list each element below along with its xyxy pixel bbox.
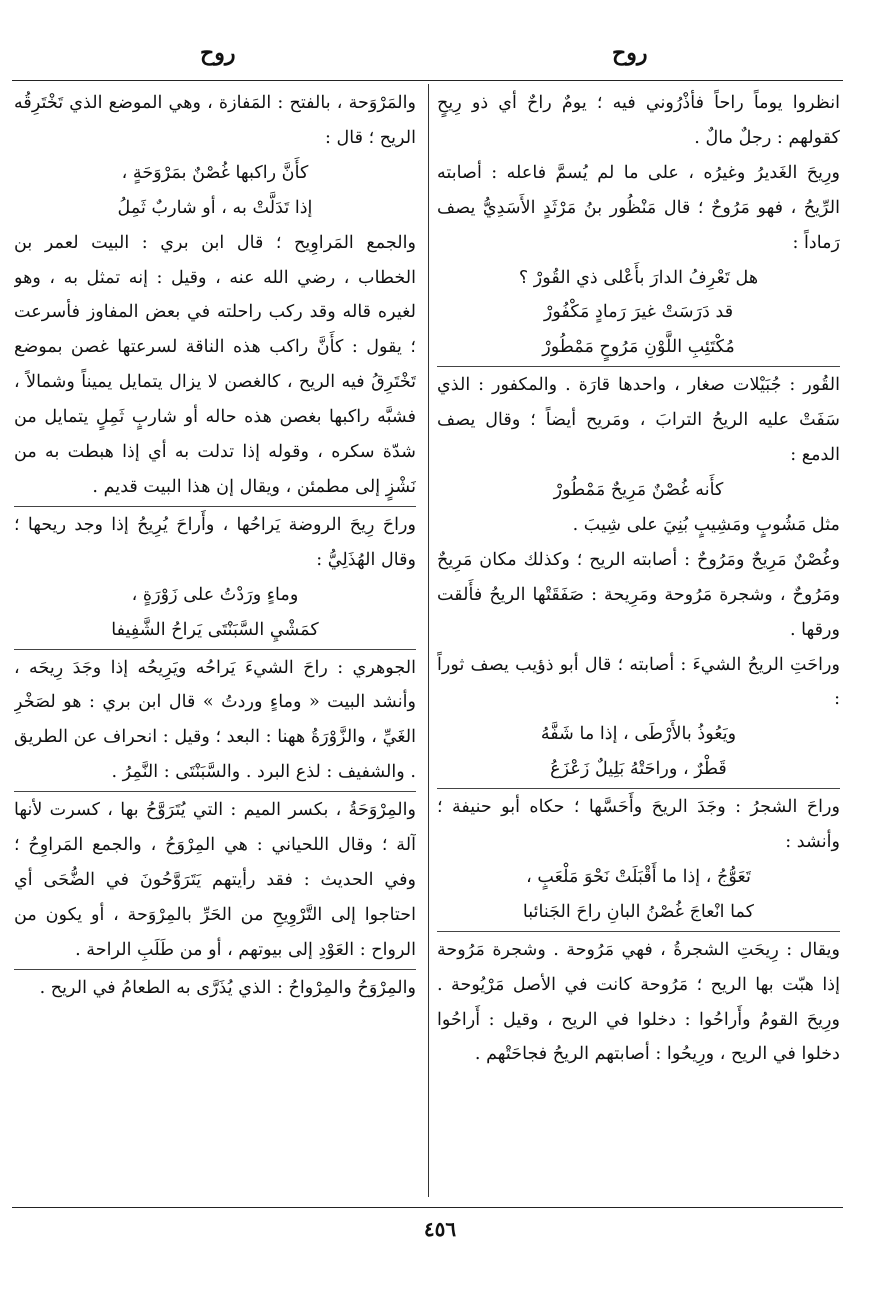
verse-line: ويَعُوذُ بالأَرْطَى ، إذا ما شَفَّهُ: [540, 724, 737, 745]
paragraph: ورِيحَ الغَديرُ وغيرُه ، على ما لم يُسمَّ فاعله : أصابته الرِّيحُ ، فهو مَرُوحٌ ؛ قال مَنْظُور بنُ مَرْثَدٍ الأَسَدِيُّ يصف رَماداً :: [437, 162, 840, 253]
entry-divider: [14, 649, 416, 650]
verse-line: كأَنَّ راكبها غُصْنٌ بمَرْوَحَةٍ ،: [121, 162, 309, 183]
paragraph: والمِرْوَحَةُ ، بكسر الميم : التي يُتَرَوَّحُ بها ، كسرت لأنها آلة ؛ وقال اللحياني : هي المِرْوَحُ ، والجمع المَراوِحُ ؛ وفي الحديث : فقد رأيتهم يَتَرَوَّحُونَ في الضُّحَى أي احتاجوا إلى التَّرْوِيحِ من الحَرِّ بالمِرْوَحة ، أو يكون من الرواح : العَوْدِ إلى بيوتهم ، أو من طَلَبِ الراحة .: [14, 800, 416, 960]
paragraph: وراحَتِ الريحُ الشيءَ : أصابته ؛ قال أبو ذؤيب يصف ثوراً :: [437, 654, 840, 710]
entry-divider: [437, 788, 840, 789]
verse-line: وماءٍ ورَدْتُ على زَوْرَةٍ ،: [131, 584, 299, 605]
entry-divider: [437, 931, 840, 932]
verse-line: مُكْتَئِبِ اللَّوْنِ مَرُوحٍ مَمْطُورْ: [542, 337, 735, 358]
paragraph: والمِرْوَحُ والمِرْواحُ : الذي يُذَرَّى به الطعامُ في الريح .: [39, 977, 416, 998]
verse-line: هل تَعْرِفُ الدارَ بأَعْلى ذي القُورْ ؟: [518, 267, 759, 288]
paragraph: وراحَ رِيحَ الروضة يَراحُها ، وأَراحَ يُرِيحُ إذا وجد ريحها ؛ وقال الهُذَلِيُّ :: [14, 514, 416, 570]
paragraph: ويقال : رِيحَتِ الشجرةُ ، فهي مَرُوحة . وشجرة مَرُوحة إذا هبّت بها الريح ؛ مَرُوحة كانت في الأصل مَرْيُوحة . ورِيحَ القومُ وأَراحُوا : دخلوا في الريح ، وقيل : أَراحُوا دخلوا في الريح ، ورِيحُوا : أصابتهم الريحُ فجاحَتْهم .: [437, 939, 840, 1065]
paragraph: والمَرْوَحة ، بالفتح : المَفازة ، وهي الموضع الذي تَخْتَرِقُه الريح ؛ قال :: [14, 93, 416, 148]
paragraph: القُور : جُبَيْلات صغار ، واحدها قارَة . والمكفور : الذي سَفَتْ عليه الريحُ الترابَ ، ومَريح أيضاً ؛ وقال يصف الدمع :: [437, 375, 840, 466]
paragraph: انظروا يوماً راحاً فأذْرُوني فيه ؛ يومٌ راحٌ أي ذو رِيحٍ كقولهم : رجلٌ مالٌ .: [437, 93, 840, 148]
verse-line: كما انْعاجَ غُصْنُ البانِ راحَ الجَنائبا: [522, 901, 755, 922]
right-column: [437, 86, 840, 1196]
paragraph: والجمع المَراوِيح ؛ قال ابن بري : البيت لعمر بن الخطاب ، رضي الله عنه ، وقيل : إنه تمثل به ، وهو لغيره قاله وقد ركب راحلته في بعض المفاوز فأسرعت ؛ يقول : كأَنَّ راكب هذه الناقة لسرعتها غصن بموضع تَخْتَرِقُ فيه الريح ، كالغصن لا يزال يتمايل يميناً وشمالاً ، فشبَّه راكبها بغصن هذه حاله أو شاربٍ ثَمِلٍ يتمايل من شدّة سكره ، وقوله إذا تدلت به أي إذا هبطت به من نَشْزٍ إلى مطمئن ، ويقال إن هذا البيت قديم .: [14, 232, 416, 497]
verse-line: قد دَرَسَتْ غيرَ رَمادٍ مَكْفُورْ: [543, 302, 734, 323]
paragraph: الجوهري : راحَ الشيءَ يَراحُه ويَرِيحُه إذا وجَدَ رِيحَه ، وأنشد البيت « وماءٍ وردتُ » قال ابن بري : هو لصَخْرِ الغَيِّ ، والزَّوْرَةُ ههنا : البعد ؛ وقيل : انحراف عن الطريق . والشفيف : لذع البرد . والسَّبَنْتَى : النَّمِرُ .: [14, 657, 416, 783]
header-word-left: روح: [200, 40, 236, 66]
paragraph: مثل مَشُوبٍ ومَشِيبٍ بُنِيَ على شِيبَ .: [572, 514, 840, 535]
column-divider: [428, 84, 429, 1197]
entry-divider: [14, 969, 416, 970]
paragraph: وراحَ الشجرُ : وجَدَ الريحَ وأَحَسَّها ؛ حكاه أبو حنيفة ؛ وأنشد :: [437, 797, 840, 853]
verse-line: تَعَوُّجُ ، إذا ما أَقْبَلَتْ نَحْوَ مَلْعَبٍ ،: [526, 866, 751, 887]
entry-divider: [14, 791, 416, 792]
left-column: [14, 86, 416, 1196]
verse-line: كأَنه غُصْنٌ مَرِيحٌ مَمْطُورْ: [553, 479, 724, 500]
entry-divider: [437, 366, 840, 367]
verse-line: كمَشْيِ السَّبَنْتَى يَراحُ الشَّفِيفا: [111, 619, 319, 640]
top-rule: [12, 80, 843, 81]
header-word-right: روح: [612, 40, 648, 66]
entry-divider: [14, 506, 416, 507]
verse-line: قَطْرٌ ، وراحَتْهُ بَلِيلٌ زَعْزَعُ: [550, 759, 727, 780]
bottom-rule: [12, 1207, 843, 1208]
page-number: ٤٥٦: [423, 1217, 457, 1241]
paragraph: وغُصْنٌ مَرِيحٌ ومَرُوحٌ : أصابته الريح ؛ وكذلك مكان مَرِيحٌ ومَرُوحٌ ، وشجرة مَرُوحة ومَرِيحة : صَفَقَتْها الريحُ فأَلقت ورقها .: [437, 549, 840, 640]
verse-line: إذا تَدَلَّتْ به ، أو شاربٌ ثَمِلُ: [117, 197, 313, 218]
